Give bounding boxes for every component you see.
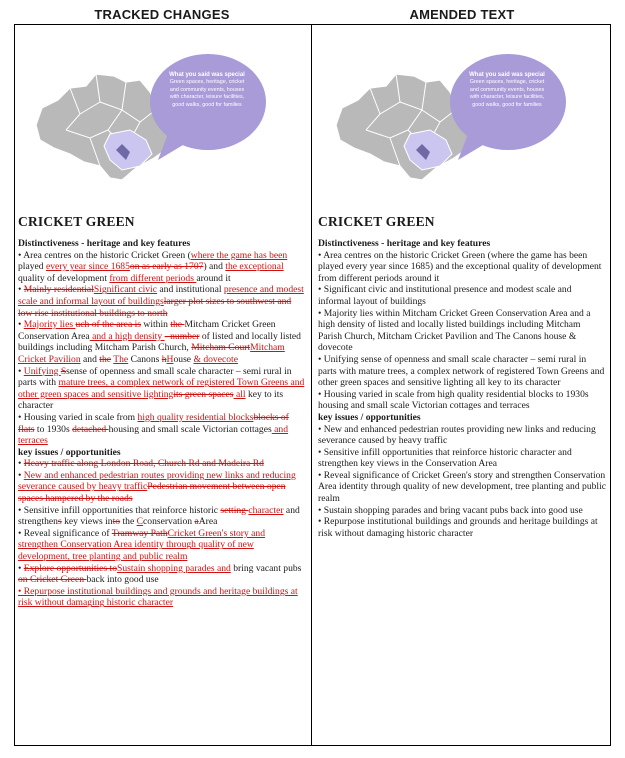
deleted-text: Tramway Path bbox=[111, 527, 168, 539]
unchanged-text: Canons bbox=[128, 353, 162, 365]
unchanged-text: to 1930s bbox=[34, 423, 73, 435]
inserted-text: and terraces bbox=[18, 423, 288, 447]
tracked-bullet bbox=[18, 586, 306, 609]
inserted-text: all bbox=[233, 388, 246, 400]
inserted-text: • Repurpose institutional buildings and grounds and heritage buildings at risk without damaging historic character bbox=[18, 585, 298, 609]
inserted-text: C bbox=[136, 516, 144, 528]
distinctiveness-heading: Distinctiveness - heritage and key features bbox=[18, 238, 191, 249]
unchanged-text: • bbox=[18, 284, 24, 296]
deleted-text: s bbox=[57, 516, 62, 528]
deleted-text: uch of the area is bbox=[75, 319, 141, 331]
inserted-text: Cricket Green's story and strengthen Conservation Area identity through quality of new development, tree planting and public realm bbox=[18, 527, 266, 563]
amended-bullet: • Repurpose institutional buildings and grounds and heritage buildings at risk without damaging historic character bbox=[318, 516, 598, 539]
key-issues-heading: key issues / opportunities bbox=[318, 411, 421, 423]
unchanged-text: within bbox=[141, 319, 171, 331]
unchanged-text: • bbox=[18, 469, 24, 481]
inserted-text: Majority lies bbox=[23, 319, 76, 331]
unchanged-text: • Reveal significance of bbox=[18, 527, 112, 539]
speech-bubble-text bbox=[458, 72, 556, 109]
bubble-line: and community events, houses bbox=[469, 86, 545, 93]
unchanged-text: and bbox=[80, 353, 100, 365]
unchanged-text: • Sensitive infill opportunities that reinforce historic bbox=[18, 504, 221, 516]
unchanged-text: played bbox=[18, 261, 46, 273]
unchanged-text: • bbox=[18, 458, 24, 470]
tracked-bullet bbox=[18, 528, 306, 563]
tracked-bullet bbox=[18, 458, 306, 470]
inserted-text: Significant civic bbox=[93, 284, 157, 296]
inserted-text: New and enhanced pedestrian routes providing new links and reducing severance caused by heavy traffic bbox=[18, 469, 296, 493]
deleted-text: setting bbox=[220, 504, 249, 516]
inserted-text: Mitcham Cricket Pavilion bbox=[18, 342, 285, 365]
tracked-body bbox=[18, 238, 306, 609]
area-map-figure bbox=[18, 30, 278, 208]
unchanged-text: Mitcham Cricket Green Conservation Area bbox=[18, 319, 276, 342]
deleted-text: on as early as 1707 bbox=[129, 261, 204, 273]
column-divider bbox=[311, 24, 312, 746]
borough-map-icon bbox=[18, 30, 278, 208]
unchanged-text: and institutional bbox=[157, 284, 224, 296]
deleted-text: the bbox=[99, 353, 112, 365]
inserted-text: H bbox=[166, 353, 174, 365]
distinctiveness-heading: Distinctiveness - heritage and key features bbox=[318, 238, 491, 249]
amended-bullet: • Sustain shopping parades and bring vacant pubs back into good use bbox=[318, 504, 583, 516]
unchanged-text: conservation bbox=[143, 516, 195, 528]
tracked-changes-column bbox=[18, 24, 306, 744]
bubble-line: with character, leisure facilities, bbox=[469, 94, 545, 101]
bubble-line: Green spaces, heritage, cricket bbox=[169, 79, 245, 86]
inserted-text: the exceptional bbox=[225, 261, 284, 273]
unchanged-text: ) and bbox=[203, 261, 226, 273]
inserted-text: character bbox=[248, 504, 284, 516]
amended-text-column bbox=[318, 24, 606, 744]
tracked-bullet bbox=[18, 319, 306, 365]
deleted-text: blocks of flats bbox=[18, 411, 289, 435]
unchanged-text: housing and small scale Victorian cottages bbox=[108, 423, 272, 435]
unchanged-text: sense of openness and small scale character – semi rural in parts with bbox=[18, 365, 292, 389]
tracked-bullet bbox=[18, 563, 306, 586]
tracked-bullet bbox=[18, 250, 306, 285]
deleted-text: S bbox=[60, 365, 67, 377]
amended-body bbox=[318, 238, 606, 539]
unchanged-text: Area bbox=[198, 516, 218, 528]
deleted-text: on Cricket Green bbox=[18, 574, 87, 586]
bubble-line: and community events, houses bbox=[169, 86, 245, 93]
deleted-text: Explore opportunities to bbox=[23, 562, 118, 574]
deleted-text: detached bbox=[72, 423, 109, 435]
deleted-text: Mitcham Court bbox=[191, 342, 251, 354]
tracked-bullet bbox=[18, 470, 306, 505]
unchanged-text: back into good use bbox=[86, 574, 159, 586]
amended-bullet: • Significant civic and institutional presence and modest scale and informal layout of buildings bbox=[318, 284, 572, 307]
deleted-text: - number bbox=[164, 330, 200, 342]
tracked-bullet bbox=[18, 284, 306, 319]
unchanged-text: around it bbox=[196, 272, 231, 284]
bubble-title: What you said was special bbox=[469, 72, 545, 78]
tracked-bullet bbox=[18, 366, 306, 412]
bubble-line: with character, leisure facilities, bbox=[169, 94, 245, 101]
amended-bullet: • Majority lies within Mitcham Cricket Green Conservation Area and a high density of listed and locally listed buildings including Mitcham Parish Church, Mitcham Cricket Pavilion and The Canons house & dovecote bbox=[318, 307, 591, 354]
amended-bullet: • Area centres on the historic Cricket Green (where the game has been played every year since 1685) and the exceptional quality of development from different periods around it bbox=[318, 249, 602, 284]
inserted-text: from different periods bbox=[109, 272, 197, 284]
deleted-text: larger plot sizes to southwest and low rise institutional buildings to north bbox=[18, 295, 292, 319]
unchanged-text: key views in bbox=[61, 516, 113, 528]
inserted-text: Sustain shopping parades and bbox=[117, 562, 231, 574]
inserted-text: high quality residential blocks bbox=[137, 411, 254, 423]
deleted-text: Mainly residential bbox=[23, 284, 94, 296]
amended-bullet: • Housing varied in scale from high quality residential blocks to 1930s housing and small scale Victorian cottages and terraces bbox=[318, 388, 589, 412]
inserted-text: where the game has been bbox=[190, 249, 288, 261]
unchanged-text: the bbox=[120, 516, 137, 528]
inserted-text: The bbox=[113, 353, 129, 365]
amended-text-header: AMENDED TEXT bbox=[409, 7, 515, 22]
amended-bullet: • Sensitive infill opportunities that reinforce historic character and strengthen key views in the Conservation Area bbox=[318, 446, 572, 470]
unchanged-text: ouse bbox=[173, 353, 194, 365]
unchanged-text: • bbox=[18, 562, 24, 574]
unchanged-text: • bbox=[18, 365, 24, 377]
deleted-text: a bbox=[194, 516, 199, 528]
deleted-text: Pedestrian movement between open spaces hampered by the roads bbox=[18, 481, 286, 505]
inserted-text: every year since 1685 bbox=[45, 261, 130, 273]
inserted-text: & dovecote bbox=[193, 353, 238, 365]
unchanged-text: • Housing varied in scale from bbox=[18, 411, 138, 423]
unchanged-text: of listed and locally listed buildings including Mitcham Parish Church, bbox=[18, 330, 301, 354]
amended-bullet: • New and enhanced pedestrian routes providing new links and reducing severance caused by heavy traffic bbox=[318, 423, 596, 447]
bubble-title: What you said was special bbox=[169, 72, 245, 78]
unchanged-text: • Area centres on the historic Cricket Green ( bbox=[18, 249, 191, 261]
section-title: CRICKET GREEN bbox=[318, 214, 435, 229]
tracked-bullet bbox=[18, 412, 306, 447]
borough-map-icon bbox=[318, 30, 578, 208]
inserted-text: Unifying bbox=[23, 365, 61, 377]
deleted-text: h bbox=[161, 353, 167, 365]
unchanged-text: and strengthen bbox=[18, 504, 300, 528]
amended-bullet: • Reveal significance of Cricket Green's story and strengthen Conservation Area identity through quality of new development, tree planting and public realm bbox=[318, 469, 606, 505]
unchanged-text: • bbox=[18, 319, 24, 331]
bubble-line: good walks, good for families bbox=[472, 101, 542, 108]
bubble-line: good walks, good for families bbox=[172, 101, 242, 108]
deleted-text: the bbox=[170, 319, 185, 331]
unchanged-text: bring vacant pubs bbox=[230, 562, 302, 574]
key-issues-heading: key issues / opportunities bbox=[18, 446, 121, 458]
deleted-text: its green spaces bbox=[173, 388, 234, 400]
deleted-text: to bbox=[112, 516, 121, 528]
tracked-changes-header: TRACKED CHANGES bbox=[94, 7, 230, 22]
area-map-figure bbox=[318, 30, 578, 208]
inserted-text: mature trees, a complex network of registered Town Greens and other green spaces and sensitive lighting bbox=[18, 377, 305, 400]
inserted-text: and a high density bbox=[89, 330, 165, 342]
inserted-text: presence and modest scale and informal layout of buildings bbox=[18, 284, 304, 307]
amended-bullet: • Unifying sense of openness and small scale character – semi rural in parts with mature trees, a complex network of registered Town Greens and other green spaces and sensitive lighting all key to its character bbox=[318, 353, 605, 389]
bubble-line: Green spaces, heritage, cricket bbox=[469, 79, 545, 86]
speech-bubble-text bbox=[158, 72, 256, 109]
section-title: CRICKET GREEN bbox=[18, 214, 135, 229]
deleted-text: Heavy traffic along London Road, Church Rd and Madeira Rd bbox=[23, 458, 264, 470]
unchanged-text: key to its character bbox=[18, 388, 284, 412]
unchanged-text: quality of development bbox=[18, 272, 110, 284]
tracked-bullet bbox=[18, 505, 306, 528]
